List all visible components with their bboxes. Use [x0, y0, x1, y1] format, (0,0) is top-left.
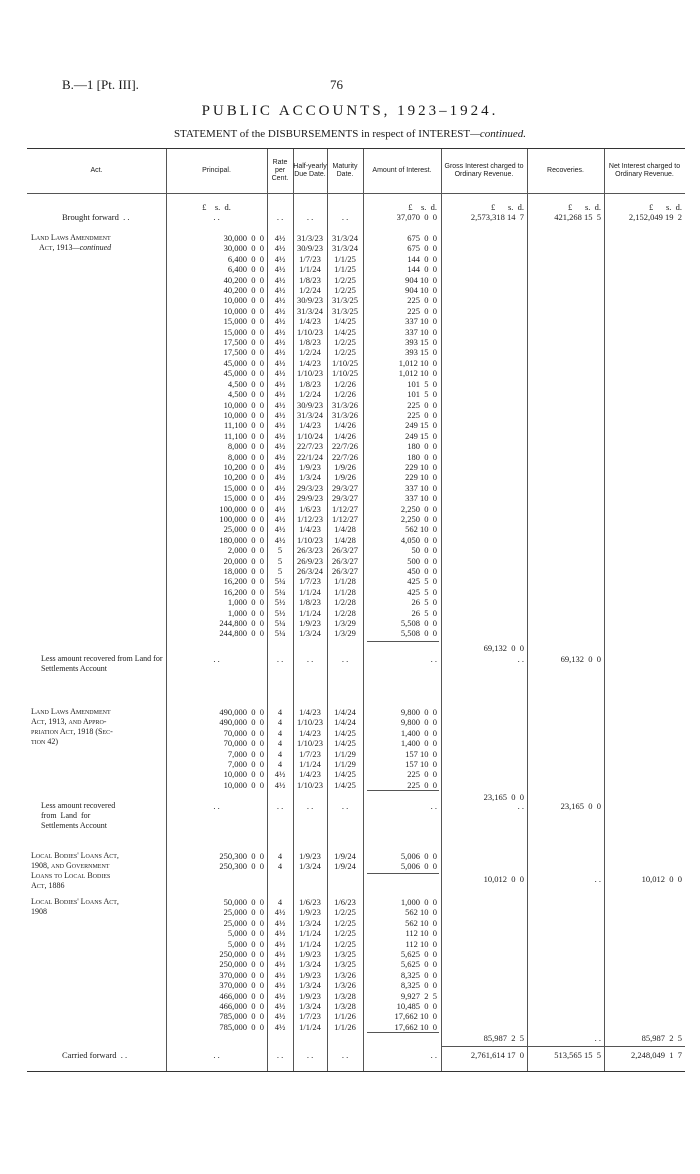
units-amount: £ s. d. — [408, 202, 437, 212]
section2-less-label: Less amount recovered from Land for Settlements Account — [41, 801, 116, 830]
section4-principal: 50,000 0 0 25,000 0 0 25,000 0 0 5,000 0 0 5,000 0 0 250,000 0 0 250,000 0 0 370,000 0 0 370,000 0 0 466,000 0 0 466,000 0 0 785,000 0 0 785,000 0 0 — [219, 897, 264, 1032]
units-gross: £ s. d. — [490, 202, 524, 212]
section4-act: Local Bodies' Loans Act, 1908 — [31, 897, 119, 916]
col-rule — [604, 149, 605, 1071]
header-net: Net Interest charged to Ordinary Revenue. — [608, 163, 681, 178]
units-principal: £ s. d. — [202, 202, 231, 212]
bf-maturity: . . — [341, 212, 349, 222]
section3-sum-rule — [367, 873, 439, 874]
header-rate: Rate per Cent. — [271, 159, 289, 182]
header-amount: Amount of Interest. — [372, 167, 432, 174]
page-subtitle — [0, 128, 700, 140]
subtitle-main: STATEMENT of the DISBURSEMENTS in respect of INTEREST — [173, 128, 471, 140]
units-net: £ s. d. — [648, 202, 682, 212]
section1-less-principal: . . — [213, 654, 220, 664]
cf-recoveries: 513,565 15 5 — [554, 1050, 601, 1060]
units-recoveries: £ s. d. — [567, 202, 601, 212]
totals-rule — [441, 1046, 685, 1047]
section1-less-rate: . . — [276, 654, 284, 664]
interest-table — [27, 148, 685, 1072]
section1-less-amount: . . — [430, 654, 437, 664]
page-number: 76 — [330, 77, 343, 92]
section1-gross: 69,132 0 0 — [483, 643, 524, 653]
header-recoveries: Recoveries. — [547, 167, 584, 174]
section2-gross: 23,165 0 0 — [483, 792, 524, 802]
bf-amount: 37,070 0 0 — [396, 212, 437, 222]
section2-halfyearly: 1/4/23 1/10/23 1/4/23 1/10/23 1/7/23 1/1/24 1/4/23 1/10/23 — [297, 707, 323, 790]
section1-amount: 675 0 0 675 0 0 144 0 0 144 0 0 904 10 0 904 10 0 225 0 0 225 0 0 337 10 0 337 10 0 393 15 0 393 15 0 1,012 10 0 1,012 10 0 101 5 0 101 5 0 225 0 0 225 0 0 249 15 0 249 15 0 180 0 0 180 0 0 229 10 0 229 10 0 337 10 0 337 10 0 2,250 0 0 2,250 0 0 562 10 0 4,050 0 0 50 0 0 500 0 0 450 0 0 425 5 0 425 5 0 26 5 0 26 5 0 5,508 0 0 5,508 0 0 — [398, 233, 437, 639]
section3-rate: 4 4 — [277, 851, 283, 872]
cf-halfyearly: . . — [306, 1050, 314, 1060]
section1-sum-rule — [367, 641, 439, 642]
page-title: PUBLIC ACCOUNTS, 1923–1924. — [201, 103, 499, 119]
section1-act — [31, 233, 161, 253]
carried-forward-label: Carried forward . . — [62, 1050, 128, 1060]
section1-maturity: 31/3/24 31/3/24 1/1/25 1/1/25 1/2/25 1/2/25 31/3/25 31/3/25 1/4/25 1/4/25 1/2/25 1/2/25 1/10/25 1/10/25 1/2/26 1/2/26 31/3/26 31/3/26 1/4/26 1/4/26 22/7/26 22/7/26 1/9/26 1/9/26 29/3/27 29/3/27 1/12/27 1/12/27 1/4/28 1/4/28 26/3/27 26/3/27 26/3/27 1/1/28 1/1/28 1/2/28 1/2/28 1/3/29 1/3/29 — [332, 233, 358, 639]
section2-recoveries: 23,165 0 0 — [560, 801, 601, 811]
section2-principal: 490,000 0 0 490,000 0 0 70,000 0 0 70,000 0 0 7,000 0 0 7,000 0 0 10,000 0 0 10,000 0 0 — [219, 707, 264, 790]
section2-less-halfyearly: . . — [306, 801, 314, 811]
cf-gross: 2,761,614 17 0 — [470, 1050, 524, 1060]
brought-forward-label: Brought forward . . — [62, 212, 130, 222]
section1-recoveries: 69,132 0 0 — [560, 654, 601, 664]
cf-rate: . . — [276, 1050, 284, 1060]
section4-rate: 4 4½ 4½ 4½ 4½ 4½ 4½ 4½ 4½ 4½ 4½ 4½ 4½ — [274, 897, 286, 1032]
bf-halfyearly: . . — [306, 212, 314, 222]
section2-less-amount: . . — [430, 801, 437, 811]
section2-less-gross: . . — [517, 801, 524, 811]
section4-halfyearly: 1/6/23 1/9/23 1/3/24 1/1/24 1/1/24 1/9/23 1/3/24 1/9/23 1/3/24 1/9/23 1/3/24 1/7/23 1/1/24 — [299, 897, 321, 1032]
col-rule — [527, 149, 528, 1071]
section1-halfyearly: 31/3/23 30/9/23 1/7/23 1/1/24 1/8/23 1/2/24 30/9/23 31/3/24 1/4/23 1/10/23 1/8/23 1/2/24 1/4/23 1/10/23 1/8/23 1/2/24 30/9/23 31/3/24 1/4/23 1/10/24 22/7/23 22/1/24 1/9/23 1/3/24 29/3/23 29/9/23 1/6/23 1/12/23 1/4/23 1/10/23 26/3/23 26/9/23 26/3/24 1/7/23 1/1/24 1/8/23 1/1/24 1/9/23 1/3/24 — [297, 233, 323, 639]
col-rule — [441, 149, 442, 1071]
section1-act-line1: Land Laws Amendment — [31, 233, 111, 242]
section3-maturity: 1/9/24 1/9/24 — [334, 851, 356, 872]
section2-act: Land Laws Amendment Act, 1913, and Appro- priation Act, 1918 (Sec- tion 42) — [31, 707, 113, 746]
section2-amount: 9,800 0 0 9,800 0 0 1,400 0 0 1,400 0 0 157 10 0 157 10 0 225 0 0 225 0 0 — [400, 707, 437, 790]
cf-net: 2,248,049 1 7 — [631, 1050, 682, 1060]
cf-maturity: . . — [341, 1050, 349, 1060]
bf-net: 2,152,049 19 2 — [628, 212, 682, 222]
section2-rate: 4 4 4 4 4 4 4½ 4½ — [274, 707, 286, 790]
section4-amount: 1,000 0 0 562 10 0 562 10 0 112 10 0 112 10 0 5,625 0 0 5,625 0 0 8,325 0 0 8,325 0 0 9,927 2 5 10,485 0 0 17,662 10 0 17,662 10 0 — [394, 897, 437, 1032]
section1-rate: 4½ 4½ 4½ 4½ 4½ 4½ 4½ 4½ 4½ 4½ 4½ 4½ 4½ 4½ 4½ 4½ 4½ 4½ 4½ 4½ 4½ 4½ 4½ 4½ 4½ 4½ 4½ 4½ 4½ 4½ 5 5 5 5¼ 5¼ 5½ 5½ 5¼ 5¼ — [274, 233, 286, 639]
section3-gross: 10,012 0 0 — [483, 874, 524, 884]
section1-act-continued: —continued — [72, 243, 112, 252]
section4-recoveries: . . — [594, 1033, 601, 1043]
header-rule — [27, 193, 685, 194]
section4-net: 85,987 2 5 — [641, 1033, 682, 1043]
document-reference: B.—1 [Pt. III]. — [62, 77, 139, 92]
section3-net: 10,012 0 0 — [641, 874, 682, 884]
header-principal: Principal. — [202, 167, 231, 174]
section1-less-maturity: . . — [341, 654, 349, 664]
header-maturity: Maturity Date. — [332, 163, 358, 178]
section4-maturity: 1/6/23 1/2/25 1/2/25 1/2/25 1/2/25 1/3/25 1/3/25 1/3/26 1/3/26 1/3/28 1/3/28 1/1/26 1/1/26 — [334, 897, 356, 1032]
section1-act-line2: Act, 1913 — [39, 243, 73, 252]
section4-gross: 85,987 2 5 — [483, 1033, 524, 1043]
cf-amount: . . — [430, 1050, 437, 1060]
cf-principal: . . — [213, 1050, 220, 1060]
section2-less-principal: . . — [213, 801, 220, 811]
section2-less-maturity: . . — [341, 801, 349, 811]
header-act: Act. — [90, 167, 103, 174]
bf-rate: . . — [276, 212, 284, 222]
header-halfyearly: Half-yearly Due Date. — [293, 163, 327, 178]
section1-less-label: Less amount recovered from Land for Settlements Account — [41, 654, 163, 673]
section4-sum-rule — [367, 1032, 439, 1033]
section1-less-gross: . . — [517, 654, 524, 664]
bf-recoveries: 421,268 15 5 — [554, 212, 601, 222]
section3-act: Local Bodies' Loans Act, 1908, and Government Loans to Local Bodies Act, 1886 — [31, 851, 119, 890]
section2-maturity: 1/4/24 1/4/24 1/4/25 1/4/25 1/1/29 1/1/29 1/4/25 1/4/25 — [334, 707, 356, 790]
section1-principal: 30,000 0 0 30,000 0 0 6,400 0 0 6,400 0 0 40,200 0 0 40,200 0 0 10,000 0 0 10,000 0 0 15,000 0 0 15,000 0 0 17,500 0 0 17,500 0 0 45,000 0 0 45,000 0 0 4,500 0 0 4,500 0 0 10,000 0 0 10,000 0 0 11,100 0 0 11,100 0 0 8,000 0 0 8,000 0 0 10,200 0 0 10,200 0 0 15,000 0 0 15,000 0 0 100,000 0 0 100,000 0 0 25,000 0 0 180,000 0 0 2,000 0 0 20,000 0 0 18,000 0 0 16,200 0 0 16,200 0 0 1,000 0 0 1,000 0 0 244,800 0 0 244,800 0 0 — [219, 233, 264, 639]
section3-halfyearly: 1/9/23 1/3/24 — [299, 851, 321, 872]
section3-amount: 5,006 0 0 5,006 0 0 — [400, 851, 437, 872]
subtitle-continued: —continued. — [470, 128, 527, 140]
section3-recoveries: . . — [594, 874, 601, 884]
section3-principal: 250,300 0 0 250,300 0 0 — [219, 851, 264, 872]
header-gross: Gross Interest charged to Ordinary Revenue. — [444, 163, 524, 178]
bf-principal: . . — [213, 212, 220, 222]
section2-less-rate: . . — [276, 801, 284, 811]
section2-sum-rule — [367, 790, 439, 791]
section1-less-halfyearly: . . — [306, 654, 314, 664]
bf-gross: 2,573,318 14 7 — [470, 212, 524, 222]
